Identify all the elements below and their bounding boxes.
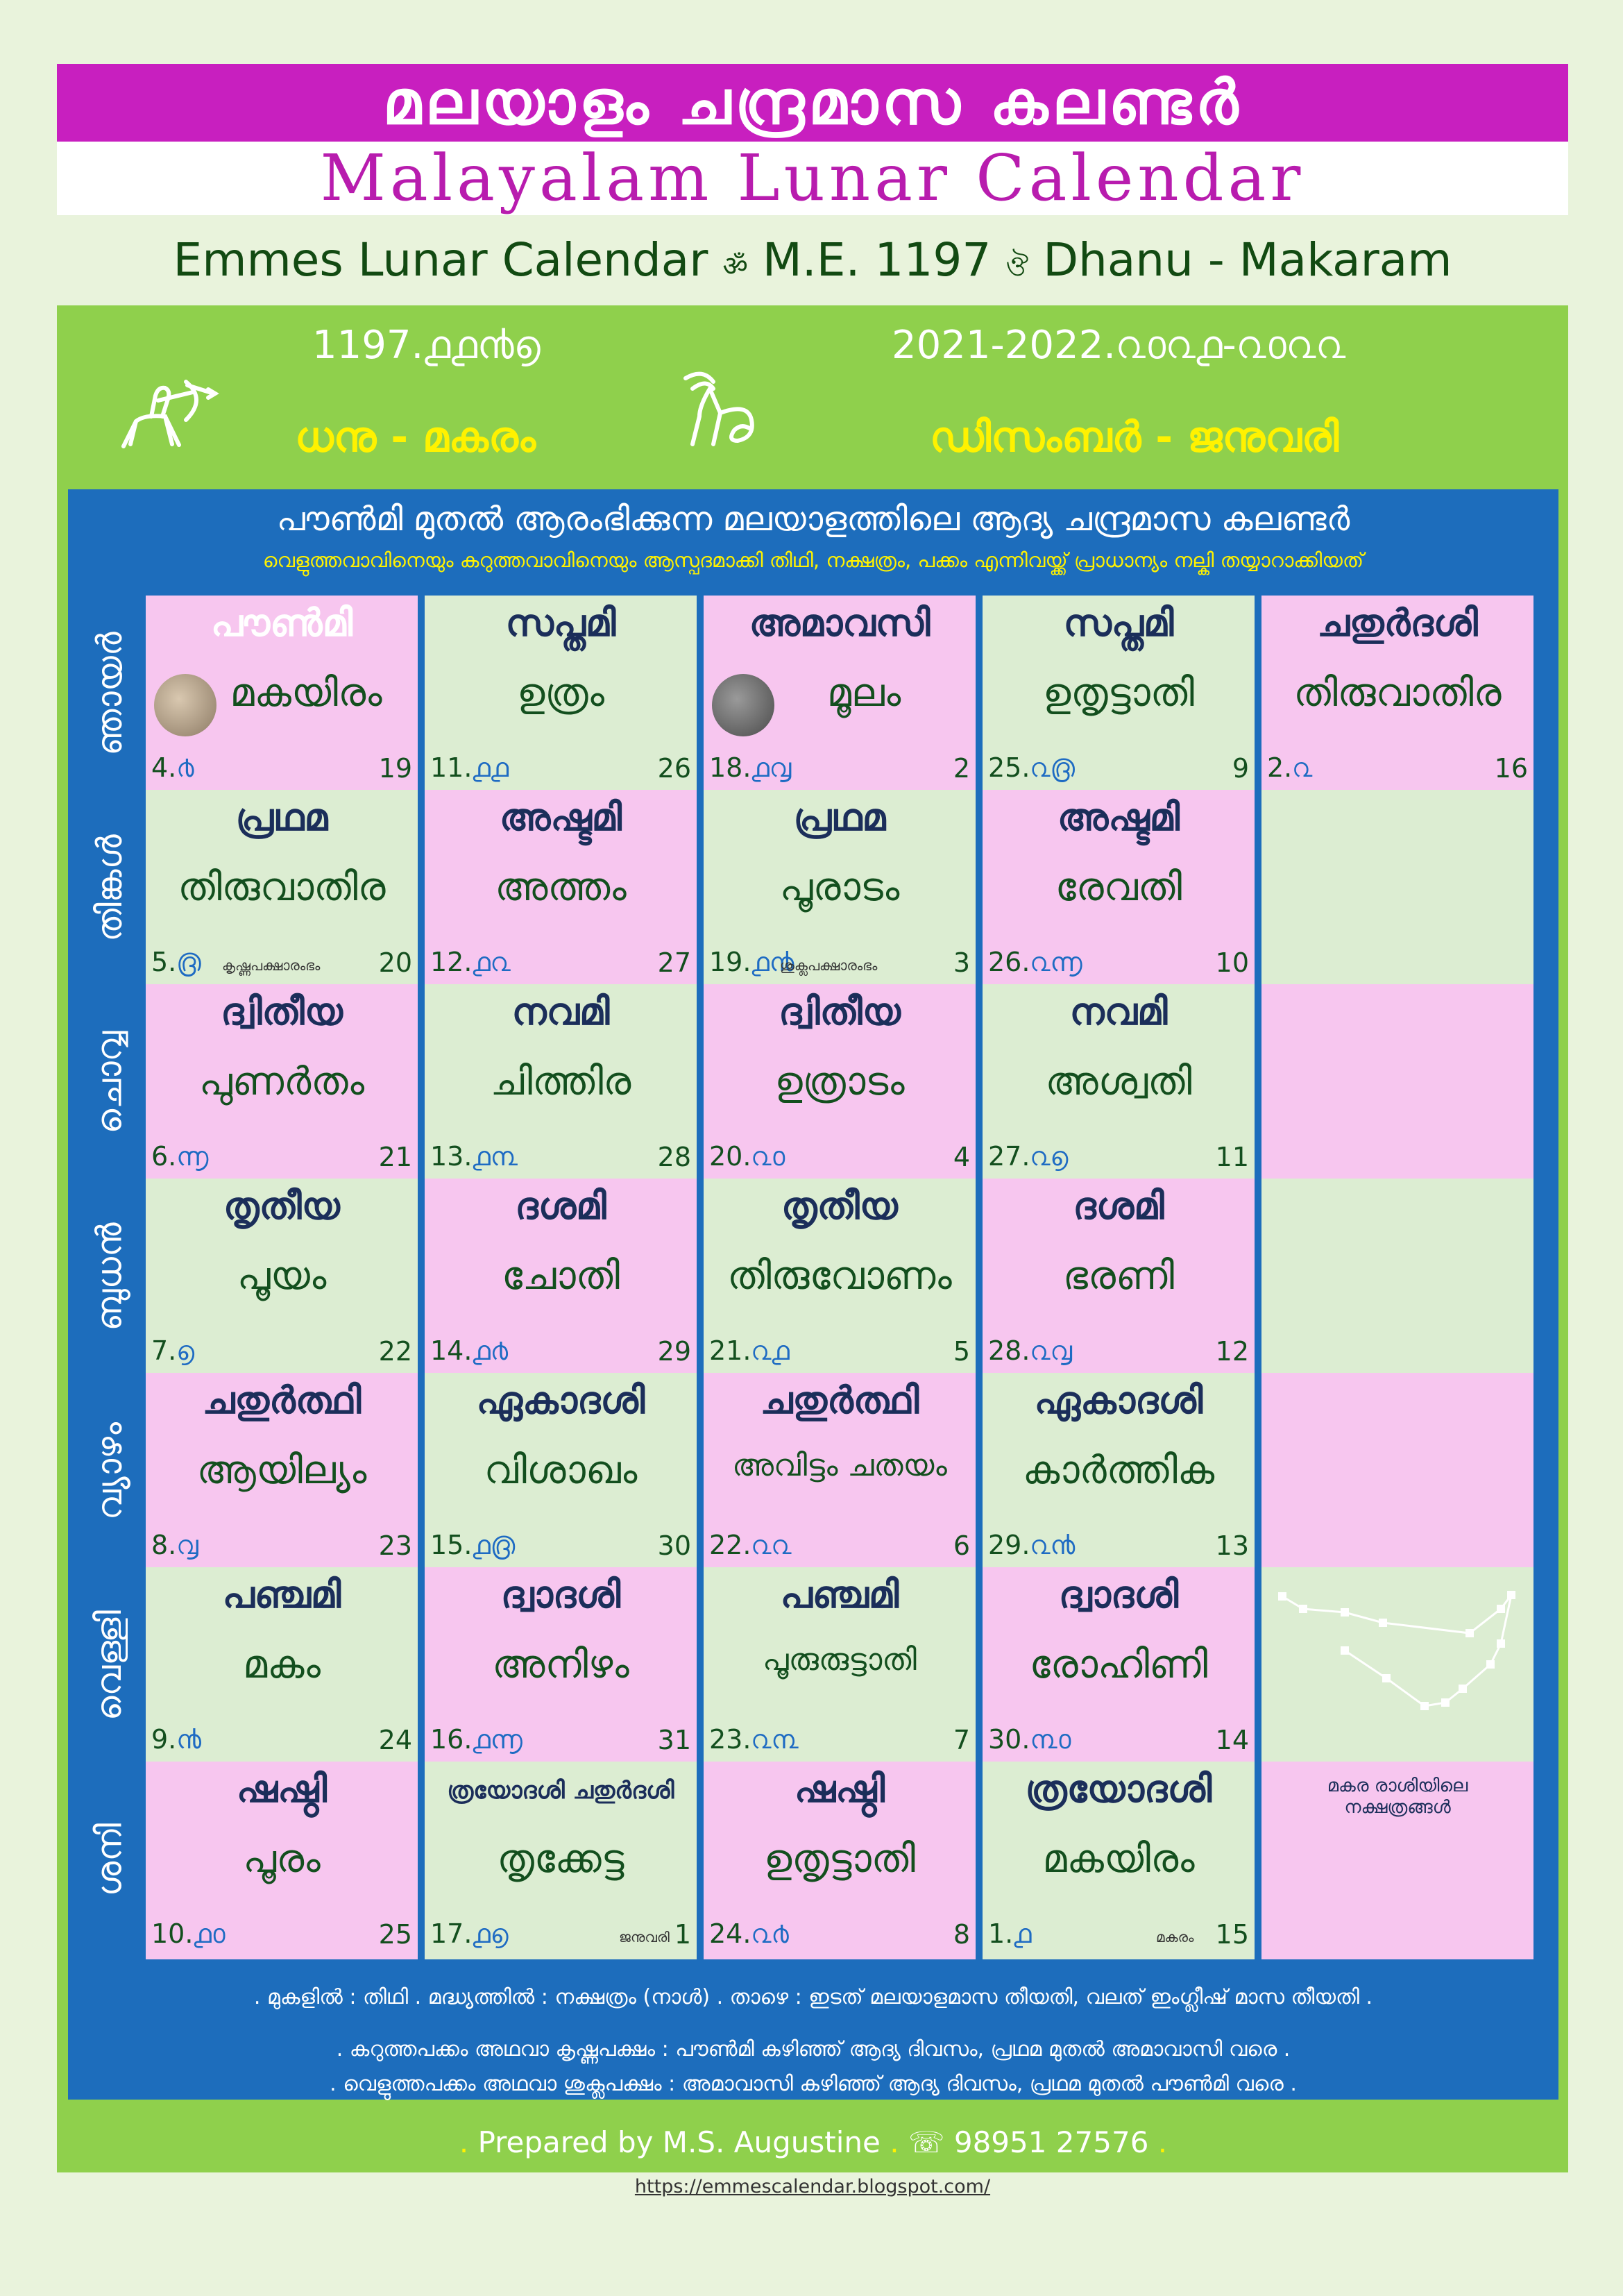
malayalam-date: [709, 1918, 789, 1950]
tithi: തൃതീയ: [781, 1184, 898, 1228]
english-date: 30: [657, 1530, 691, 1561]
malayalam-date-number: 15.: [430, 1530, 473, 1560]
malayalam-date-number: 14.: [430, 1335, 473, 1366]
constellation-star: [1379, 1619, 1387, 1627]
title-english: Malayalam Lunar Calendar: [57, 142, 1568, 215]
weekday-label: [78, 600, 142, 787]
malayalam-date: [151, 1141, 208, 1172]
day-cell: [425, 1373, 697, 1571]
malayalam-date-numeral: ൨: [1292, 752, 1313, 783]
day-cell: [704, 1179, 976, 1376]
nakshatra: പൂരം: [243, 1837, 321, 1882]
english-date: 9: [1232, 753, 1249, 784]
weekday-label: [78, 1183, 142, 1370]
constellation-star: [1465, 1629, 1474, 1637]
day-cell: [704, 1373, 976, 1571]
malayalam-date-numeral: ൧൩: [472, 1141, 518, 1172]
tithi: ചതുർത്ഥി: [760, 1378, 919, 1422]
english-date: 4: [953, 1142, 970, 1172]
malayalam-date: [709, 1530, 792, 1561]
nakshatra: ഉതൃട്ടാതി: [763, 1837, 916, 1882]
malayalam-date-numeral: ൨൬: [1030, 947, 1082, 977]
constellation-caption-cell: [1261, 1762, 1533, 1959]
day-cell: [1261, 596, 1533, 793]
malayalam-date: [709, 752, 791, 784]
tithi: അഷ്ടമി: [1057, 795, 1180, 839]
malayalam-date-number: 16.: [430, 1724, 473, 1755]
subtitle-sep1: ॐ: [722, 251, 748, 282]
day-cell: [704, 1567, 976, 1765]
constellation-star: [1459, 1685, 1467, 1693]
malayalam-date-number: 30.: [988, 1724, 1030, 1755]
malayalam-date: [151, 947, 201, 978]
constellation-star: [1486, 1660, 1495, 1669]
capricorn-icon: [672, 364, 776, 455]
nakshatra: രേവതി: [1055, 865, 1182, 910]
constellation-star: [1341, 1646, 1349, 1655]
tithi: ത്രയോദശി ചതുർദശി: [447, 1777, 674, 1805]
malayalam-date: [709, 1141, 785, 1172]
malayalam-date-numeral: ൨൯: [1030, 1530, 1076, 1560]
malayalam-date-numeral: ൧൮: [751, 752, 792, 783]
english-date: 3: [953, 947, 970, 978]
nakshatra: ആയില്യം: [196, 1448, 367, 1493]
english-date: 23: [378, 1530, 412, 1561]
credit-prefix: .: [459, 2125, 469, 2159]
malayalam-date-number: 19.: [709, 947, 751, 977]
malayalam-date: [151, 1530, 198, 1561]
tithi: നവമി: [1069, 990, 1168, 1033]
day-cell: [983, 790, 1255, 988]
tithi: ഷഷ്ഠി: [236, 1767, 328, 1811]
nakshatra: അശ്വതി: [1045, 1059, 1192, 1104]
nakshatra: അത്തം: [495, 865, 627, 910]
day-cell: [983, 1179, 1255, 1376]
malayalam-date: [709, 1335, 790, 1367]
malayalam-date: [151, 752, 194, 784]
malayalam-date-number: 8.: [151, 1530, 177, 1560]
malayalam-date-numeral: ൫: [176, 947, 201, 977]
malayalam-date-numeral: ൯: [176, 1724, 202, 1755]
subtitle-a: Emmes Lunar Calendar: [173, 233, 708, 287]
nakshatra: മകയിരം: [230, 670, 382, 716]
nakshatra: തിരുവോണം: [727, 1253, 952, 1299]
day-cell: [146, 1567, 418, 1765]
malayalam-date: [988, 1724, 1071, 1755]
day-cell: [425, 596, 697, 793]
nakshatra: ചോതി: [501, 1253, 620, 1299]
nakshatra: അവിട്ടം ചതയം: [732, 1448, 947, 1483]
credit-mid: .: [890, 2125, 899, 2159]
sagittarius-icon: [110, 378, 221, 455]
constellation-star: [1497, 1605, 1505, 1613]
weekday-text: വെള്ളി: [89, 1610, 130, 1721]
tithi: ചതുർദശി: [1317, 601, 1478, 645]
constellation-star: [1507, 1591, 1515, 1599]
malayalam-date-numeral: ൭: [176, 1335, 195, 1366]
english-date: 13: [1215, 1530, 1249, 1561]
malayalam-date-numeral: ൧: [1013, 1918, 1032, 1949]
tithi: ചതുർത്ഥി: [202, 1378, 362, 1422]
english-date: 15: [1215, 1919, 1249, 1950]
malayalam-date-numeral: ൪: [176, 752, 194, 783]
new-moon-icon: [712, 674, 774, 736]
tithi: പ്രഥമ: [793, 795, 886, 839]
english-date: 28: [657, 1142, 691, 1172]
malayalam-date-numeral: ൮: [176, 1530, 198, 1560]
constellation-caption: മകര രാശിയിലെ നക്ഷത്രങ്ങൾ: [1327, 1775, 1468, 1818]
malayalam-date: [709, 1724, 799, 1755]
malayalam-date-numeral: ൧൨: [472, 947, 511, 977]
nakshatra: പൂരാടം: [779, 865, 900, 910]
malayalam-date-numeral: ൧൯: [751, 947, 794, 977]
nakshatra: ചിത്തിര: [490, 1059, 631, 1104]
malayalam-date-number: 2.: [1267, 752, 1293, 783]
tithi: ഏകാദശി: [1034, 1378, 1203, 1422]
day-cell: [146, 596, 418, 793]
tithi: ദ്വാദശി: [500, 1573, 621, 1617]
malayalam-date-numeral: ൨൪: [751, 1918, 789, 1949]
empty-cell: [1261, 1373, 1533, 1571]
day-cell: [146, 1762, 418, 1959]
phone-icon: ☏: [908, 2125, 945, 2159]
malayalam-date-number: 7.: [151, 1335, 177, 1366]
day-cell: [704, 596, 976, 793]
malayalam-date: [430, 1918, 509, 1950]
tithi: ദ്വിതീയ: [779, 990, 901, 1033]
english-date: 22: [378, 1336, 412, 1367]
gregorian-months: ഡിസംബർ - ജനുവരി: [930, 413, 1339, 462]
title-malayalam: മലയാളം ചന്ദ്രമാസ കലണ്ടർ: [57, 64, 1568, 142]
tithi: ഷഷ്ഠി: [794, 1767, 885, 1811]
english-date: 24: [378, 1725, 412, 1755]
nakshatra: മകം: [242, 1642, 321, 1687]
weekday-text: വ്യാഴം: [89, 1421, 130, 1520]
cell-note: മകരം: [1156, 1929, 1194, 1945]
day-cell: [146, 1373, 418, 1571]
nakshatra: കാർത്തിക: [1022, 1448, 1215, 1493]
day-cell: [704, 984, 976, 1182]
english-date: 11: [1215, 1142, 1249, 1172]
tithi: ദശമി: [515, 1184, 606, 1228]
malayalam-date-numeral: ൧൧: [472, 752, 509, 783]
malayalam-date-number: 4.: [151, 752, 177, 783]
day-cell: [983, 1762, 1255, 1959]
empty-cell: [1261, 984, 1533, 1182]
english-date: 1: [674, 1919, 691, 1950]
malayalam-date: [988, 947, 1082, 978]
english-date: 6: [953, 1530, 970, 1561]
english-date: 26: [657, 753, 691, 784]
legend-line-1: . മുകളിൽ : തിഥി . മദ്ധ്യത്തിൽ : നക്ഷത്രം (നാൾ) . താഴെ : ഇടത് മലയാളമാസ തീയതി, വലത് ഇംഗ്ലീഷ് മാസ തീയതി .: [253, 1985, 1373, 2009]
malayalam-date-number: 28.: [988, 1335, 1030, 1366]
nakshatra: തിരുവാതിര: [1293, 670, 1502, 716]
cell-note: ശുക്ലപക്ഷാരംഭം: [780, 957, 878, 974]
malayalam-date-numeral: ൧൪: [472, 1335, 509, 1366]
day-cell: [983, 596, 1255, 793]
malayalam-date-numeral: ൧൦: [193, 1918, 226, 1949]
english-date: 7: [953, 1725, 970, 1755]
nakshatra: ഉത്രം: [517, 670, 604, 716]
subtitle-b: M.E. 1197: [762, 233, 992, 287]
tithi: പഞ്ചമി: [780, 1573, 899, 1617]
nakshatra: അനിഴം: [492, 1642, 629, 1687]
tithi: നവമി: [511, 990, 610, 1033]
phone-number: 98951 27576: [953, 2125, 1149, 2159]
english-date: 29: [657, 1336, 691, 1367]
malayalam-date: [430, 1141, 518, 1172]
day-cell: [983, 1567, 1255, 1765]
english-date: 20: [378, 947, 412, 978]
constellation-star: [1299, 1605, 1307, 1613]
malayalam-date-number: 13.: [430, 1141, 473, 1172]
tithi: പൗൺമി: [210, 601, 353, 645]
malayalam-date-numeral: ൧൬: [472, 1724, 522, 1755]
empty-cell: [1261, 1179, 1533, 1376]
full-moon-icon: [154, 674, 216, 736]
tithi: അമാവസി: [749, 601, 931, 645]
english-date: 31: [657, 1725, 691, 1755]
cell-note: ജനുവരി: [619, 1929, 670, 1945]
malayalam-date-number: 27.: [988, 1141, 1030, 1172]
malayalam-date-number: 5.: [151, 947, 177, 977]
intro-line-1: പൗൺമി മുതൽ ആരംഭിക്കുന്ന മലയാളത്തിലെ ആദ്യ ചന്ദ്രമാസ കലണ്ടർ: [276, 500, 1350, 539]
malayalam-date: [988, 752, 1075, 784]
constellation-star: [1441, 1698, 1450, 1707]
malayalam-date-number: 11.: [430, 752, 473, 783]
weekday-label: [78, 794, 142, 981]
malayalam-date: [430, 947, 511, 978]
constellation-stars: [1261, 1567, 1533, 1765]
malayalam-date-number: 20.: [709, 1141, 751, 1172]
malayalam-date: [988, 1530, 1075, 1561]
malayalam-date-numeral: ൨൭: [1030, 1141, 1069, 1172]
cell-note: കൃഷ്ണപക്ഷാരംഭം: [222, 957, 321, 974]
malayalam-date-number: 29.: [988, 1530, 1030, 1560]
day-cell: [704, 790, 976, 988]
constellation-star: [1420, 1702, 1429, 1710]
weekday-label: [78, 988, 142, 1176]
malayalam-date-numeral: ൩൦: [1030, 1724, 1071, 1755]
malayalam-date: [988, 1335, 1072, 1367]
malayalam-date-numeral: ൨൩: [751, 1724, 799, 1755]
nakshatra: പൂരുരുട്ടാതി: [763, 1642, 917, 1678]
me-year: 1197.൧൧൯൭: [312, 323, 541, 368]
day-cell: [983, 1373, 1255, 1571]
malayalam-date-numeral: ൨൧: [751, 1335, 790, 1366]
day-cell: [425, 1179, 697, 1376]
malayalam-date-number: 9.: [151, 1724, 177, 1755]
nakshatra: ഉത്രാടം: [774, 1059, 905, 1104]
tithi: പ്രഥമ: [235, 795, 328, 839]
tithi: ദ്വാദശി: [1058, 1573, 1179, 1617]
malayalam-date-number: 18.: [709, 752, 751, 783]
day-cell: [983, 984, 1255, 1182]
day-cell: [146, 790, 418, 988]
malayalam-date: [988, 1918, 1032, 1950]
weekday-label: [78, 1377, 142, 1564]
constellation-star: [1341, 1608, 1349, 1617]
malayalam-date: [1267, 752, 1312, 784]
tithi: ദ്വിതീയ: [221, 990, 343, 1033]
english-date: 5: [953, 1336, 970, 1367]
malayalam-date-number: 24.: [709, 1918, 751, 1949]
malayalam-date: [988, 1141, 1068, 1172]
nakshatra: ഉതൃട്ടാതി: [1042, 670, 1195, 716]
tithi: അഷ്ടമി: [499, 795, 622, 839]
tithi: ദശമി: [1073, 1184, 1164, 1228]
tithi: സപ്തമി: [1063, 601, 1174, 645]
english-date: 19: [378, 753, 412, 784]
nakshatra: മകയിരം: [1042, 1837, 1195, 1882]
credit-suffix: .: [1157, 2125, 1168, 2159]
subtitle: [57, 229, 1568, 292]
malayalam-date-number: 6.: [151, 1141, 177, 1172]
constellation-star: [1497, 1639, 1505, 1648]
malayalam-date: [430, 1530, 515, 1561]
nakshatra: പുണർതം: [198, 1059, 365, 1104]
malayalam-date-numeral: ൨൦: [751, 1141, 785, 1172]
gregorian-years: 2021-2022.൨൦൨൧-൨൦൨൨: [892, 323, 1346, 368]
english-date: 16: [1494, 753, 1528, 784]
malayalam-date-number: 26.: [988, 947, 1030, 977]
malayalam-date: [151, 1918, 226, 1950]
malayalam-date-number: 21.: [709, 1335, 751, 1366]
weekday-label: [78, 1571, 142, 1759]
subtitle-c: Dhanu - Makaram: [1043, 233, 1452, 287]
day-cell: [425, 1567, 697, 1765]
tithi: സപ്തമി: [505, 601, 616, 645]
capricorn-constellation: [1261, 1567, 1533, 1765]
english-date: 2: [953, 753, 970, 784]
malayalam-date: [430, 1724, 522, 1755]
day-cell: [146, 984, 418, 1182]
malayalam-date-numeral: ൧൫: [472, 1530, 516, 1560]
malayalam-date-numeral: ൨൨: [751, 1530, 792, 1560]
tithi: തൃതീയ: [223, 1184, 340, 1228]
tithi: പഞ്ചമി: [222, 1573, 341, 1617]
day-cell: [425, 1762, 697, 1959]
malayalam-date: [430, 1335, 508, 1367]
day-cell: [425, 790, 697, 988]
day-cell: [146, 1179, 418, 1376]
credit: [68, 2125, 1558, 2159]
weekday-text: ശനി: [89, 1823, 130, 1896]
tithi: ത്രയോദശി: [1025, 1767, 1212, 1811]
me-months: ധനു - മകരം: [295, 413, 536, 462]
constellation-line: [1282, 1595, 1511, 1706]
nakshatra: തൃക്കേട്ട: [497, 1837, 624, 1882]
day-cell: [704, 1762, 976, 1959]
malayalam-date-number: 25.: [988, 752, 1030, 783]
subtitle-sep2: ঔ: [1005, 251, 1029, 282]
english-date: 10: [1215, 947, 1249, 978]
nakshatra: മൂലം: [826, 670, 901, 716]
weekday-text: ബുധൻ: [89, 1222, 130, 1331]
english-date: 27: [657, 947, 691, 978]
malayalam-date-numeral: ൧൭: [472, 1918, 509, 1949]
nakshatra: പൂയം: [237, 1253, 327, 1299]
malayalam-date-number: 12.: [430, 947, 473, 977]
constellation-star: [1278, 1592, 1286, 1601]
nakshatra: ഭരണി: [1062, 1253, 1175, 1299]
weekday-text: ഞായർ: [89, 631, 130, 756]
empty-cell: [1261, 790, 1533, 988]
weekday-label: [78, 1766, 142, 1953]
malayalam-date: [430, 752, 509, 784]
malayalam-date-number: 23.: [709, 1724, 751, 1755]
website-link[interactable]: https://emmescalendar.blogspot.com/: [634, 2176, 991, 2197]
malayalam-date-number: 17.: [430, 1918, 473, 1949]
malayalam-date-number: 10.: [151, 1918, 194, 1949]
credit-name: Prepared by M.S. Augustine: [477, 2125, 881, 2159]
weekday-text: ചൊവ്വ: [89, 1030, 130, 1134]
legend-line-3: . വെളുത്തപക്കം അഥവാ ശുക്ലപക്ഷം : അമാവാസി കഴിഞ്ഞ് ആദ്യ ദിവസം, പ്രഥമ മുതൽ പൗൺമി വരെ .: [330, 2072, 1297, 2096]
tithi: ഏകാദശി: [476, 1378, 645, 1422]
legend-line-2: . കറുത്തപക്കം അഥവാ കൃഷ്ണപക്ഷം : പൗൺമി കഴിഞ്ഞ് ആദ്യ ദിവസം, പ്രഥമ മുതൽ അമാവാസി വരെ .: [336, 2037, 1291, 2061]
english-date: 8: [953, 1919, 970, 1950]
english-date: 21: [378, 1142, 412, 1172]
nakshatra: തിരുവാതിര: [178, 865, 386, 910]
malayalam-date-number: 1.: [988, 1918, 1014, 1949]
malayalam-date-numeral: ൬: [176, 1141, 209, 1172]
intro-line-2: വെളുത്തവാവിനെയും കറുത്തവാവിനെയും ആസ്പദമാക്കി തിഥി, നക്ഷത്രം, പക്കം എന്നിവയ്ക്ക് പ്രാധാന്യം നല്കി തയ്യാറാക്കിയത്: [262, 548, 1364, 572]
day-cell: [425, 984, 697, 1182]
english-date: 12: [1215, 1336, 1249, 1367]
nakshatra: രോഹിണി: [1029, 1642, 1208, 1687]
nakshatra: വിശാഖം: [484, 1448, 638, 1493]
malayalam-date: [151, 1335, 194, 1367]
malayalam-date-number: 22.: [709, 1530, 751, 1560]
weekday-text: തിങ്കൾ: [89, 834, 130, 942]
malayalam-date-numeral: ൨൮: [1030, 1335, 1073, 1366]
english-date: 14: [1215, 1725, 1249, 1755]
malayalam-date: [151, 1724, 201, 1755]
constellation-star: [1382, 1674, 1391, 1682]
english-date: 25: [378, 1919, 412, 1950]
malayalam-date-numeral: ൨൫: [1030, 752, 1075, 783]
